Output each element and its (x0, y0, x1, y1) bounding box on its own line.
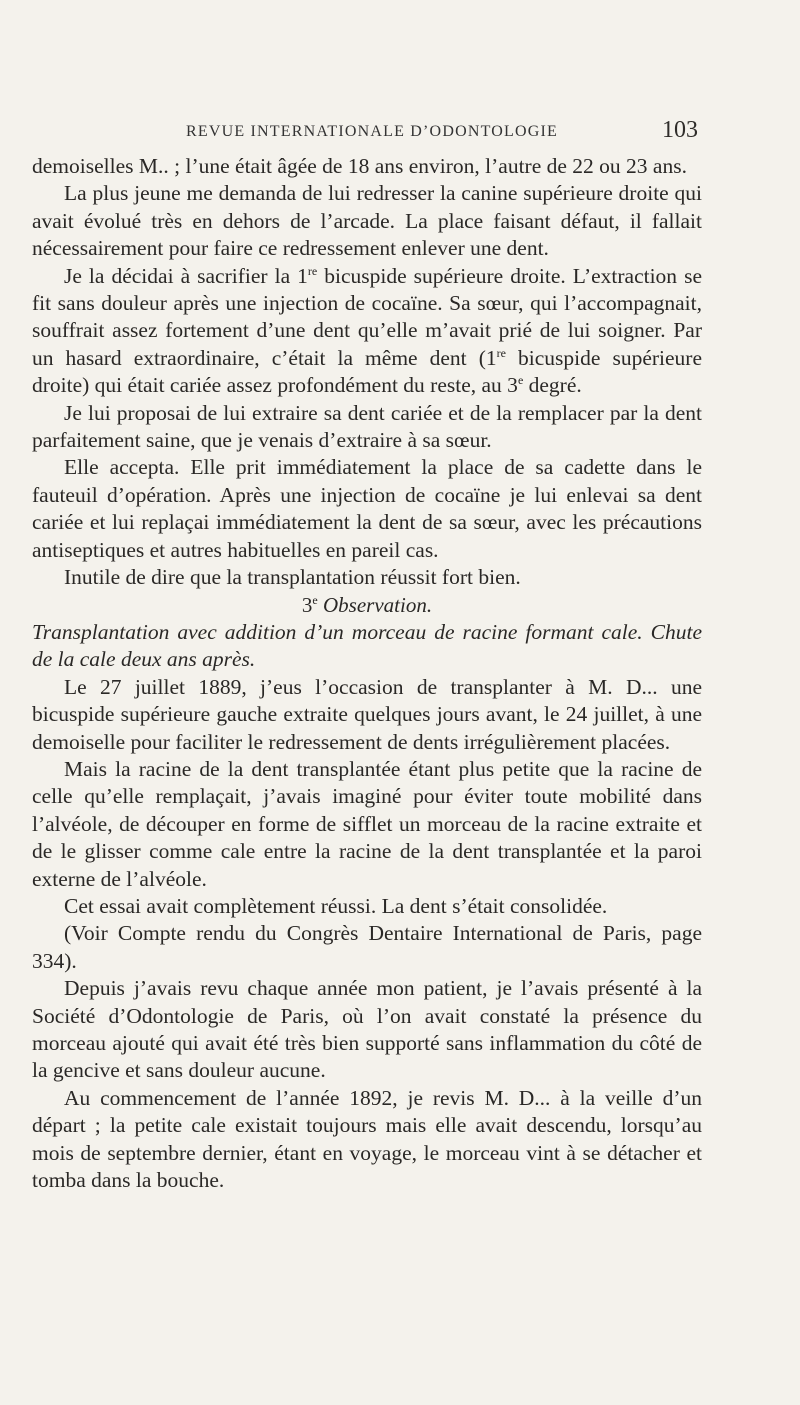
paragraph-6: Inutile de dire que la transplantation réussit fort bien. (64, 565, 521, 590)
page-number: 103 (662, 117, 698, 143)
paragraph-2: La plus jeune me demanda de lui redresser la canine supérieure droite qui avait évolué très en dehors de l’arcade. La place faisant défaut, il fallait nécessairement pour faire ce redressement enlever une dent. (32, 181, 702, 261)
heading-superscript: e (312, 592, 318, 607)
superscript-e: e (517, 373, 524, 388)
paragraph-11: Depuis j’avais revu chaque année mon patient, je l’avais présenté à la Société d’Odontologie de Paris, où l’on avait constaté la présence du morceau ajouté qui avait été très bien supporté sans inflammation du côté de la gencive et sans douleur aucune. (32, 976, 702, 1083)
paragraph-3-part-d: degré. (523, 373, 582, 398)
paragraph-1: demoiselles M.. ; l’une était âgée de 18 ans environ, l’autre de 22 ou 23 ans. (32, 154, 687, 178)
paragraph-12: Au commencement de l’année 1892, je revis M. D... à la veille d’un départ ; la petite cale existait toujours mais elle avait descendu, lorsqu’au mois de septembre dernier, étant en voyage, le morceau vint à se détacher et tomba dans la bouche. (32, 1085, 702, 1193)
paragraph-10: (Voir Compte rendu du Congrès Dentaire International de Paris, page 334). (32, 921, 702, 973)
paragraph-8: Mais la racine de la dent transplantée étant plus petite que la racine de celle qu’elle remplaçait, j’avais imaginé pour éviter toute mobilité dans l’alvéole, de découper en forme de sifflet un morceau de la racine extraite et de le glisser comme cale entre la racine de la dent transplantée et la paroi externe de l’alvéole. (32, 756, 702, 891)
heading-label: Observation. (323, 592, 433, 617)
paragraph-5: Elle accepta. Elle prit immédiatement la place de sa cadette dans le fauteuil d’opération. Après une injection de cocaïne je lui enlevai sa dent cariée et lui replaçai immédiatement la dent de sa sœur, avec les précautions antiseptiques et autres habituelles en pareil cas. (32, 455, 702, 562)
running-title: REVUE INTERNATIONALE D’ODONTOLOGIE (186, 123, 559, 140)
paragraph-3-part-b: bicuspide supérieure droite. L’extraction se fit sans douleur après une injection de cocaïne. Sa sœur, qui l’accompagnait, souffrait assez fortement d’une dent qu’elle m’avait prié de lui soigner. Par un hasard extraordinaire, c’était la même dent (1 (32, 263, 702, 370)
superscript-re-2: re (496, 345, 506, 360)
paragraph-9: Cet essai avait complètement réussi. La dent s’était consolidée. (64, 893, 608, 918)
section-heading (32, 592, 702, 619)
paragraph-3-part-c: bicuspide supérieure droite) qui était cariée assez profondément du reste, au 3 (32, 345, 702, 398)
paragraph-4: Je lui proposai de lui extraire sa dent cariée et de la remplacer par la dent parfaitement saine, que je venais d’extraire à sa sœur. (32, 400, 702, 453)
paragraph-3 (32, 263, 702, 400)
paragraph-3-part-a: Je la décidai à sacrifier la 1 (64, 263, 308, 288)
section-subtitle: Transplantation avec addition d’un morceau de racine formant cale. Chute de la cale deux ans après. (32, 619, 702, 672)
running-head (186, 117, 698, 147)
body-text (32, 153, 702, 1194)
heading-number: 3 (301, 592, 313, 617)
paragraph-7: Le 27 juillet 1889, j’eus l’occasion de transplanter à M. D... une bicuspide supérieure gauche extraite quelques jours avant, le 24 juillet, à une demoiselle pour faciliter le redressement de dents irrégulièrement placées. (32, 674, 702, 754)
superscript-re: re (307, 263, 318, 278)
